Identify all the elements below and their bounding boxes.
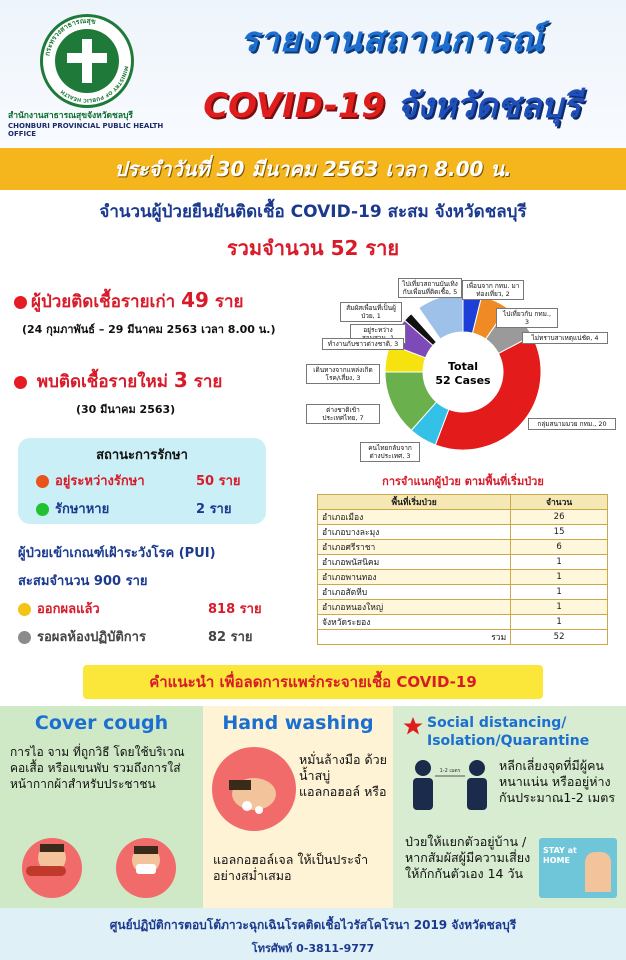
org-name-en: CHONBURI PROVINCIAL PUBLIC HEALTH OFFICE	[8, 122, 164, 138]
pui-total: สะสมจำนวน 900 ราย	[18, 574, 148, 589]
pui-row-pending: รอผลห้องปฏิบัติการ 82 ราย	[18, 626, 268, 647]
coughing-people-icon	[0, 818, 203, 908]
slice-label: กลุ่มสนามมวย กทม., 20	[528, 418, 616, 430]
district-table	[317, 494, 608, 645]
social-distancing-text: หลีกเลี่ยงจุดที่มีผู้คนหนาแน่น หรืออยู่ห่างกันประมาณ1-2 เมตร	[499, 758, 616, 805]
report-subtitle: COVID-19 จังหวัดชลบุรี	[203, 86, 581, 126]
footer-org: ศูนย์ปฏิบัติการตอบโต้ภาวะฉุกเฉินโรคติดเชื้อไวรัสโคโรนา 2019 จังหวัดชลบุรี	[109, 918, 517, 932]
orange-dot-icon	[36, 475, 49, 488]
table-row	[318, 555, 608, 570]
count-cell: 26	[511, 510, 608, 525]
count-cell: 6	[511, 540, 608, 555]
distance-label: 1-2 เมตร	[439, 768, 461, 774]
slice-label: ไม่ทราบสาเหตุแน่ชัด, 4	[522, 332, 608, 344]
count-cell: 1	[511, 570, 608, 585]
table-header-row	[318, 495, 608, 510]
table-row	[318, 600, 608, 615]
svg-text:กระทรวงสาธารณสุข: กระทรวงสาธารณสุข	[43, 16, 97, 57]
svg-text:MINISTRY OF PUBLIC HEALTH: MINISTRY OF PUBLIC HEALTH	[59, 65, 129, 104]
distancing-people-icon	[405, 756, 495, 816]
cover-cough-panel	[0, 706, 203, 908]
cumulative-total: รวมจำนวน 52 ราย	[226, 236, 400, 260]
district-cell: อำเภอเมือง	[318, 510, 511, 525]
slice-label: อยู่ระหว่าง	[350, 324, 406, 344]
treatment-row-recovered: รักษาหาย 2 ราย	[36, 498, 256, 519]
slice-label: สัมผัสเพื่อนที่เป็นผู้ป่วย, 1	[340, 302, 402, 322]
footer	[0, 908, 626, 960]
district-table-caption: การจำแนกผู้ป่วย ตามพื้นที่เริ่มป่วย	[382, 475, 544, 488]
count-cell: 1	[511, 585, 608, 600]
donut-center-label: Total	[447, 360, 479, 373]
sum-value: 52	[511, 630, 608, 645]
social-distancing-panel	[393, 706, 626, 908]
new-cases: พบติดเชื้อรายใหม่ 3 ราย	[14, 368, 222, 395]
new-cases-date: (30 มีนาคม 2563)	[76, 403, 176, 416]
treatment-status-box	[18, 438, 266, 524]
old-cases-period: (24 กุมภาพันธ์ – 29 มีนาคม 2563 เวลา 8.00 น.)	[22, 323, 276, 336]
table-row	[318, 510, 608, 525]
count-cell: 1	[511, 615, 608, 630]
cover-cough-title: Cover cough	[34, 712, 169, 734]
pui-title: ผู้ป่วยเข้าเกณฑ์เฝ้าระวังโรค (PUI)	[18, 546, 216, 561]
district-cell: อำเภอพนัสนิคม	[318, 555, 511, 570]
cases-donut-chart	[300, 276, 626, 466]
district-cell: อำเภอหนองใหญ่	[318, 600, 511, 615]
red-dot-icon	[14, 376, 27, 389]
org-name-th: สำนักงานสาธารณสุขจังหวัดชลบุรี	[8, 111, 133, 121]
cumulative-title: จำนวนผู้ป่วยยืนยันติดเชื้อ COVID-19 สะสม จังหวัดชลบุรี	[99, 202, 527, 222]
slice-label: ไปเที่ยวสถานบันเทิงกับเพื่อนที่ติดเชื้อ, 5	[398, 278, 462, 298]
footer-phone: โทรศัพท์ 0-3811-9777	[251, 942, 375, 955]
date-band: ประจำวันที่ 30 มีนาคม 2563 เวลา 8.00 น.	[0, 148, 626, 190]
slice-label: คนไทยกลับจากต่างประเทศ, 3	[360, 442, 420, 462]
gray-dot-icon	[18, 631, 31, 644]
table-row	[318, 585, 608, 600]
star-icon	[403, 716, 423, 736]
table-row	[318, 525, 608, 540]
green-dot-icon	[36, 503, 49, 516]
slice-label: เดินทางจากแหล่งเกิดโรค/เสี่ยง, 3	[306, 364, 380, 384]
sum-label: รวม	[318, 630, 511, 645]
donut-center-value: 52 Cases	[435, 374, 491, 387]
table-row	[318, 615, 608, 630]
logo-ring-text	[40, 14, 134, 108]
report-title: รายงานสถานการณ์	[240, 20, 544, 60]
red-dot-icon	[14, 296, 27, 309]
table-row	[318, 540, 608, 555]
column-header: พื้นที่เริ่มป่วย	[318, 495, 511, 510]
count-cell: 1	[511, 600, 608, 615]
yellow-dot-icon	[18, 603, 31, 616]
district-cell: จังหวัดระยอง	[318, 615, 511, 630]
count-cell: 15	[511, 525, 608, 540]
hand-washing-text-2: แอลกอฮอล์เจล ให้เป็นประจำอย่างสม่ำเสมอ	[213, 852, 369, 883]
social-distancing-title: Social distancing/ Isolation/Quarantine	[427, 715, 590, 749]
district-cell: อำเภอศรีราชา	[318, 540, 511, 555]
slice-label: ต่างชาติเข้าประเทศไทย, 7	[306, 404, 380, 424]
hand-washing-text-1: หมั่นล้างมือ ด้วยน้ำสบู่ แอลกอฮอล์ หรือ	[299, 752, 387, 799]
treatment-title: สถานะการรักษา	[96, 448, 188, 463]
pui-row-results: ออกผลแล้ว 818 ราย	[18, 598, 268, 619]
ministry-logo	[40, 14, 134, 108]
header	[0, 0, 626, 148]
hand-washing-panel	[203, 706, 393, 908]
slice-label: ทำงานกับชาวต่างชาติ, 3	[322, 338, 404, 350]
table-row	[318, 570, 608, 585]
count-cell: 1	[511, 555, 608, 570]
advice-title: คำแนะนำ เพื่อลดการแพร่กระจายเชื้อ COVID-19	[83, 665, 543, 699]
stay-home-sign: STAY at HOME	[539, 838, 617, 898]
old-cases: ผู้ป่วยติดเชื้อรายเก่า 49 ราย	[14, 288, 244, 315]
district-cell: อำเภอบางละมุง	[318, 525, 511, 540]
district-cell: อำเภอพานทอง	[318, 570, 511, 585]
hand-washing-title: Hand washing	[222, 712, 374, 734]
hand-washing-icon	[209, 744, 299, 834]
person-icon	[585, 852, 611, 892]
slice-label: เพื่อนจาก กทม. มาท่องเที่ยว, 2	[462, 280, 524, 300]
quarantine-text: ป่วยให้แยกตัวอยู่บ้าน /หากสัมผัสผู้มีความเสี่ยง ให้กักกันตัวเอง 14 วัน	[405, 834, 531, 881]
treatment-row-in-treatment: อยู่ระหว่างรักษา 50 ราย	[36, 470, 256, 491]
cover-cough-text: การไอ จาม ที่ถูกวิธี โดยใช้บริเวณคอเสื้อ หรือแขนพับ รวมถึงการใส่หน้ากากผ้าสำหรับประชาชน	[10, 745, 185, 791]
table-sum-row	[318, 630, 608, 645]
slice-label: ไปเที่ยวกับ กทม., 3	[496, 308, 558, 328]
column-header: จำนวน	[511, 495, 608, 510]
district-cell: อำเภอสัตหีบ	[318, 585, 511, 600]
